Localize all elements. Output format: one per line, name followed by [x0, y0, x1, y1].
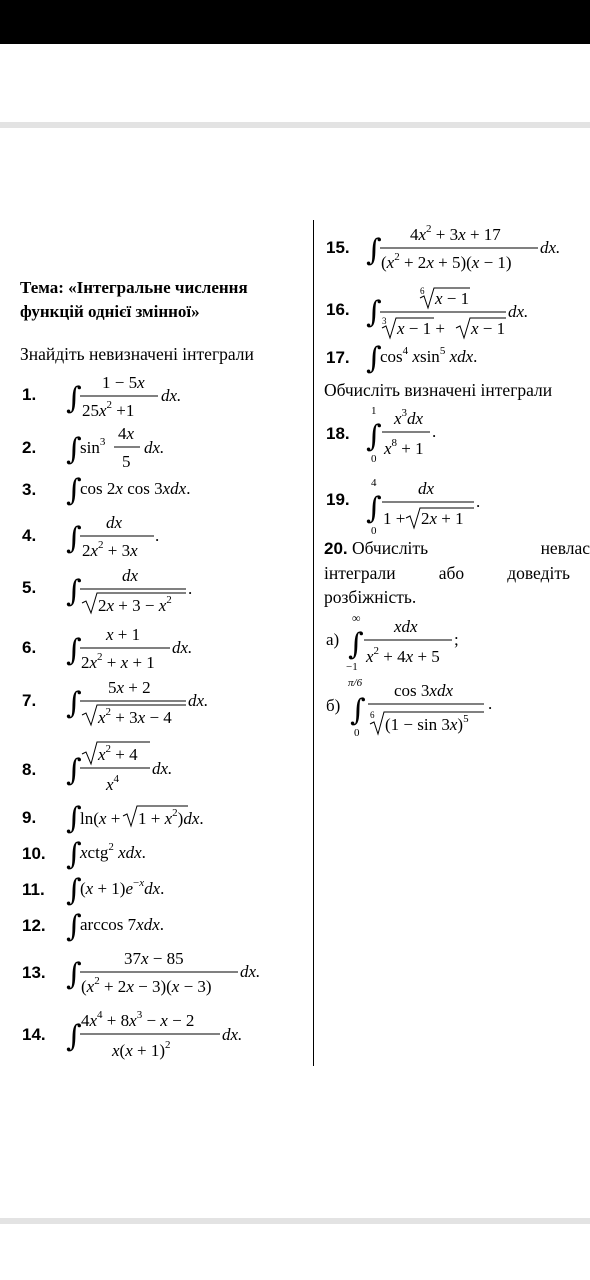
- problem-3-formula: [66, 472, 226, 511]
- svg-text:1 + x2)dx.: $1 + x^2)dx$.: [138, 807, 204, 828]
- svg-text:dx: dx: [122, 566, 139, 585]
- svg-text:arccos 7xdx.: arccos 7xdx.: [80, 915, 165, 934]
- svg-text:x(x + 1)2: $x(x + 1)^2$: [112, 1039, 171, 1060]
- svg-text:x8 + 1: $x^8 + 1$: [384, 437, 424, 458]
- svg-text:2x2 + 3x: $2x^2 + 3x$: [82, 539, 138, 560]
- svg-text:∫: ∫: [350, 693, 366, 728]
- svg-text:−1: −1: [346, 661, 358, 673]
- problem-number: 11.: [22, 880, 45, 899]
- svg-text:∫: ∫: [66, 909, 82, 942]
- svg-text:∫: ∫: [366, 419, 382, 454]
- problem-7-formula: [66, 673, 226, 740]
- svg-text:0: 0: [371, 525, 377, 537]
- svg-text:cos 3xdx: cos 3xdx: [394, 681, 454, 700]
- svg-text:∫: ∫: [348, 627, 364, 662]
- problem-17-formula: [366, 340, 526, 379]
- svg-text:∞: ∞: [352, 611, 361, 625]
- task-20-word: або: [438, 563, 465, 583]
- svg-text:dx.: dx.: [152, 759, 173, 778]
- svg-text:∫: ∫: [66, 753, 82, 788]
- svg-text:∫: ∫: [66, 574, 82, 609]
- svg-text:∫: ∫: [366, 295, 382, 330]
- svg-text:∫: ∫: [66, 686, 82, 721]
- svg-text:5: 5: [122, 452, 131, 471]
- svg-text:dx.: dx.: [240, 962, 261, 981]
- svg-text:∫: ∫: [66, 837, 82, 870]
- svg-text:x2 + 4x + 5: $x^2 + 4x + 5$: [366, 645, 440, 666]
- svg-text:4x: 4x: [118, 424, 135, 443]
- problem-number: 7.: [22, 691, 37, 710]
- svg-text:∫: ∫: [66, 801, 82, 834]
- improper-a-formula: [344, 610, 474, 681]
- svg-text:xctg2 xdx.: xctg$^2$ xdx.: [80, 841, 146, 862]
- problem-number: 12.: [22, 916, 46, 935]
- svg-text:dx.: dx.: [144, 438, 165, 457]
- problem-number: 6.: [22, 638, 37, 657]
- svg-text:(x + 1)e−xdx.: $(x + 1)e^{-x}dx$.: [80, 877, 165, 898]
- svg-text:2x + 1: 2x + 1: [421, 509, 464, 528]
- svg-text:dx.: dx.: [161, 386, 182, 405]
- svg-text:4x4 + 8x3 − x − 2: $4x^4 + 8x^3 - x - 2$: [81, 1009, 195, 1030]
- problem-number: 19.: [326, 490, 350, 509]
- svg-text:x2 + 4: $x^2 + 4$: [98, 743, 138, 764]
- problem-number: 4.: [22, 526, 37, 545]
- svg-text:dx.: dx.: [172, 638, 193, 657]
- svg-text:x3dx: $x^3dx$: [394, 407, 424, 428]
- problem-16-formula: [366, 280, 566, 349]
- svg-text:∫: ∫: [66, 873, 82, 906]
- svg-text:∫: ∫: [66, 381, 82, 416]
- svg-text:xdx: xdx: [394, 617, 418, 636]
- svg-text:2x + 3 − x2: $2x + 3 - x^2$: [98, 594, 172, 615]
- svg-text:dx: dx: [418, 479, 435, 498]
- problem-number: 3.: [22, 480, 37, 499]
- svg-text:.: .: [488, 694, 493, 713]
- task-20-word: Обчисліть: [352, 538, 429, 558]
- svg-text:dx.: dx.: [540, 238, 561, 257]
- problem-9-formula: [66, 798, 246, 839]
- problem-5-formula: [66, 561, 206, 626]
- svg-text:∫: ∫: [66, 473, 82, 506]
- svg-text:5x + 2: 5x + 2: [108, 678, 151, 697]
- problem-18-formula: [366, 400, 466, 471]
- problem-number: 14.: [22, 1025, 46, 1044]
- improper-b-formula: [344, 674, 504, 749]
- svg-text:cos4 xsin5 xdx.: $\cos^4 xsin^5$ xdx.: [380, 345, 478, 366]
- problem-number: 15.: [326, 238, 350, 257]
- task-20-word: інтеграли: [324, 563, 396, 583]
- problem-number: 16.: [326, 300, 350, 319]
- top-bar: [0, 0, 590, 44]
- svg-text:∫: ∫: [366, 491, 382, 526]
- svg-text:(1 − sin 3x)5: $(1 - \sin 3x)^5$: [385, 713, 469, 734]
- problem-number: 9.: [22, 808, 37, 827]
- topic-title: Тема: «Інтегральне числення функцій однієї змінної»: [20, 278, 248, 321]
- problem-11-formula: [66, 872, 206, 911]
- subitem-label: б): [326, 696, 341, 715]
- svg-text:x2 + 3x − 4: $x^2 + 3x - 4$: [98, 706, 172, 727]
- svg-text:∫: ∫: [66, 521, 82, 556]
- svg-text:∫: ∫: [66, 957, 82, 992]
- svg-text:2x2 + x + 1: $2x^2 + x + 1$: [81, 651, 155, 672]
- problem-8-formula: [66, 736, 196, 805]
- svg-text:4x2 + 3x + 17: $4x^2 + 3x + 17$: [410, 223, 501, 244]
- problem-number: 20.: [324, 539, 348, 558]
- svg-text:dx.: dx.: [188, 691, 209, 710]
- svg-text:;: ;: [454, 630, 459, 649]
- svg-text:4: 4: [371, 477, 377, 489]
- svg-text:.: .: [476, 492, 481, 511]
- svg-text:dx.: dx.: [508, 302, 529, 321]
- svg-text:dx.: dx.: [222, 1025, 243, 1044]
- svg-text:x + 1: x + 1: [106, 625, 141, 644]
- problem-number: 1.: [22, 385, 37, 404]
- svg-text:37x − 85: 37x − 85: [124, 949, 184, 968]
- svg-text:(x2 + 2x − 3)(x − 3): $(x^2 + 2x - 3)(x - 3)$: [81, 975, 212, 996]
- svg-text:.: .: [432, 422, 437, 441]
- subitem-label: а): [326, 630, 340, 649]
- svg-text:dx: dx: [106, 513, 123, 532]
- problem-number: 8.: [22, 760, 37, 779]
- problem-13-formula: [66, 944, 276, 1007]
- svg-text:.: .: [188, 579, 193, 598]
- task-20-word: доведіть: [507, 563, 570, 583]
- svg-text:1 +: 1 +: [383, 509, 406, 528]
- svg-text:1 − 5x: 1 − 5x: [102, 373, 145, 392]
- svg-text:x − 1 +: x − 1 +: [397, 319, 445, 338]
- svg-text:6: 6: [420, 286, 425, 296]
- bottom-divider: [0, 1218, 590, 1224]
- svg-text:∫: ∫: [66, 1019, 82, 1054]
- heading-definite: Обчисліть визначені інтеграли: [324, 380, 553, 400]
- document-page: [0, 128, 590, 1218]
- svg-text:∫: ∫: [366, 233, 382, 268]
- problem-number: 18.: [326, 424, 350, 443]
- svg-text:∫: ∫: [366, 341, 382, 374]
- problem-number: 10.: [22, 844, 46, 863]
- svg-text:π/6: π/6: [348, 677, 363, 689]
- problem-number: 2.: [22, 438, 37, 457]
- problem-number: 17.: [326, 348, 350, 367]
- svg-text:0: 0: [354, 727, 360, 739]
- problem-14-formula: [66, 1004, 266, 1071]
- svg-text:x4: $x^4$: [106, 773, 120, 794]
- svg-text:0: 0: [371, 453, 377, 465]
- svg-text:1: 1: [371, 405, 377, 417]
- svg-text:25x2 +1: $25x^2 +1$: [82, 399, 135, 420]
- problem-number: 13.: [22, 963, 46, 982]
- svg-text:∫: ∫: [66, 432, 82, 467]
- svg-text:6: 6: [370, 710, 375, 720]
- problem-number: 5.: [22, 578, 37, 597]
- task-20-word: невлас: [540, 538, 590, 558]
- task-20-word: розбіжність.: [324, 587, 417, 607]
- svg-text:cos 2x cos 3xdx.: cos 2x cos 3xdx.: [80, 479, 191, 498]
- svg-text:3: 3: [382, 316, 387, 326]
- svg-text:x − 1: x − 1: [435, 289, 470, 308]
- svg-text:x − 1: x − 1: [471, 319, 506, 338]
- column-divider: [313, 220, 314, 1066]
- task-20: [324, 536, 590, 609]
- svg-text:(x2 + 2x + 5)(x − 1): $(x^2 + 2x + 5)(x - 1)$: [381, 251, 512, 272]
- svg-text:ln(x +: ln(x +: [80, 809, 121, 828]
- problem-12-formula: [66, 908, 206, 947]
- heading-indefinite: Знайдіть невизначені інтеграли: [20, 344, 254, 364]
- svg-text:∫: ∫: [66, 633, 82, 668]
- svg-text:sin3: $\sin^3$: [80, 436, 106, 457]
- problem-15-formula: [366, 220, 588, 283]
- problem-10-formula: [66, 836, 206, 875]
- svg-text:.: .: [155, 526, 160, 545]
- problem-19-formula: [366, 472, 496, 543]
